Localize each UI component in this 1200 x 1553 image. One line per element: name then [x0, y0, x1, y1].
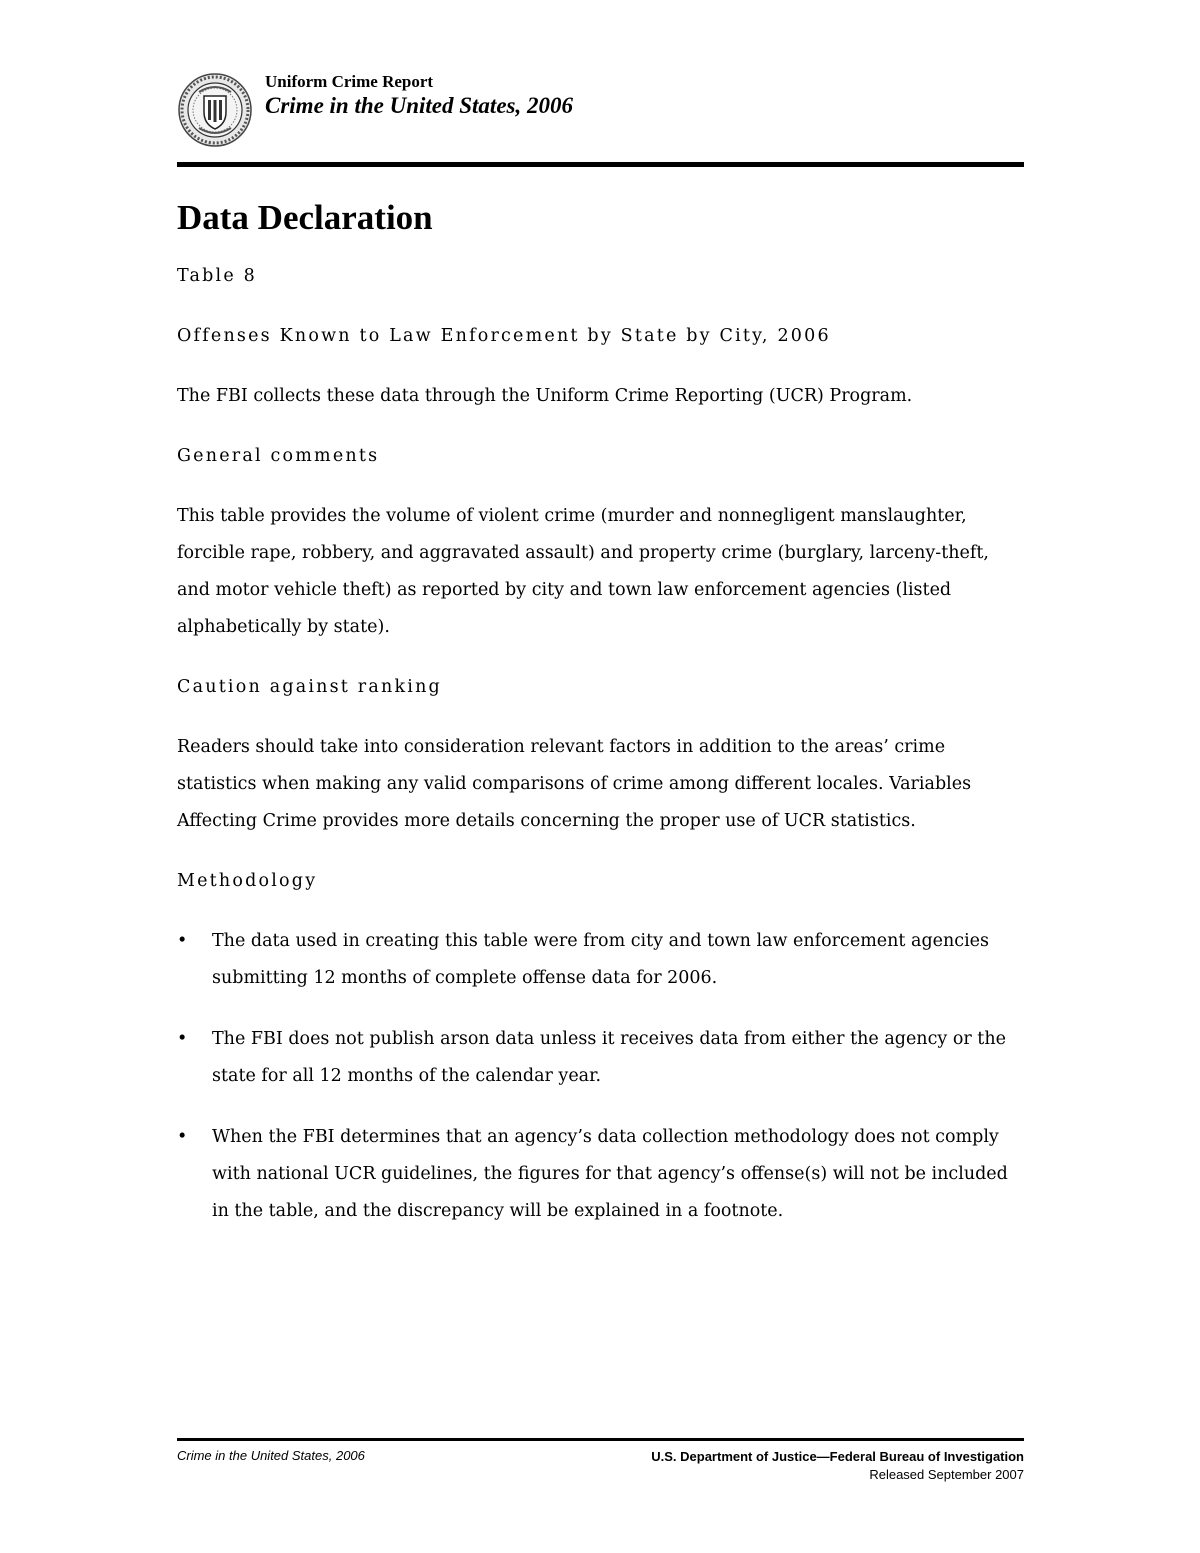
list-item-text: The FBI does not publish arson data unless it receives data from either the agency or the state for all 12 months of the calendar year.: [212, 1029, 1006, 1086]
table-title: Offenses Known to Law Enforcement by State by City, 2006: [177, 326, 831, 346]
page-title: Data Declaration: [177, 198, 433, 237]
footer-department: U.S. Department of Justice—Federal Bureau of Investigation: [651, 1449, 1024, 1464]
footer-publication-title: Crime in the United States, 2006: [177, 1448, 365, 1463]
report-title: Crime in the United States, 2006: [265, 93, 573, 118]
fbi-seal-icon: [177, 72, 253, 148]
footer-release-date: Released September 2007: [869, 1467, 1024, 1482]
general-comments-text: This table provides the volume of violent crime (murder and nonnegligent manslaughter, forcible rape, robbery, and aggravated assault) and property crime (burglary, larceny-theft, and motor vehicle theft) as reported by city and town law enforcement agencies (listed alphabetically by state).: [177, 506, 989, 637]
list-item: [177, 923, 1027, 997]
general-comments-heading: General comments: [177, 446, 380, 466]
caution-text: Readers should take into consideration relevant factors in addition to the areas’ crime statistics when making any valid comparisons of crime among different locales. Variables Affecting Crime provides more details concerning the proper use of UCR statistics.: [177, 737, 972, 831]
report-series: Uniform Crime Report: [265, 72, 434, 91]
list-item: [177, 1119, 1027, 1230]
list-item: [177, 1021, 1027, 1095]
methodology-heading: Methodology: [177, 871, 318, 891]
caution-heading: Caution against ranking: [177, 677, 442, 697]
table-label: Table 8: [177, 266, 257, 286]
document-body: [177, 258, 1027, 1254]
header-divider: [177, 162, 1024, 167]
report-header: [177, 70, 1027, 150]
list-item-text: When the FBI determines that an agency’s data collection methodology does not comply with national UCR guidelines, the figures for that agency’s offense(s) will not be included in the table, and the discrepancy will be explained in a footnote.: [212, 1127, 1008, 1221]
intro-paragraph: The FBI collects these data through the Uniform Crime Reporting (UCR) Program.: [177, 386, 913, 406]
bullet-icon: •: [177, 1029, 188, 1049]
bullet-icon: •: [177, 931, 188, 951]
methodology-list: [177, 923, 1027, 1230]
footer-divider: [177, 1438, 1024, 1441]
footer-publisher: [651, 1448, 1024, 1484]
list-item-text: The data used in creating this table were from city and town law enforcement agencies submitting 12 months of complete offense data for 2006.: [212, 931, 990, 988]
bullet-icon: •: [177, 1127, 188, 1147]
